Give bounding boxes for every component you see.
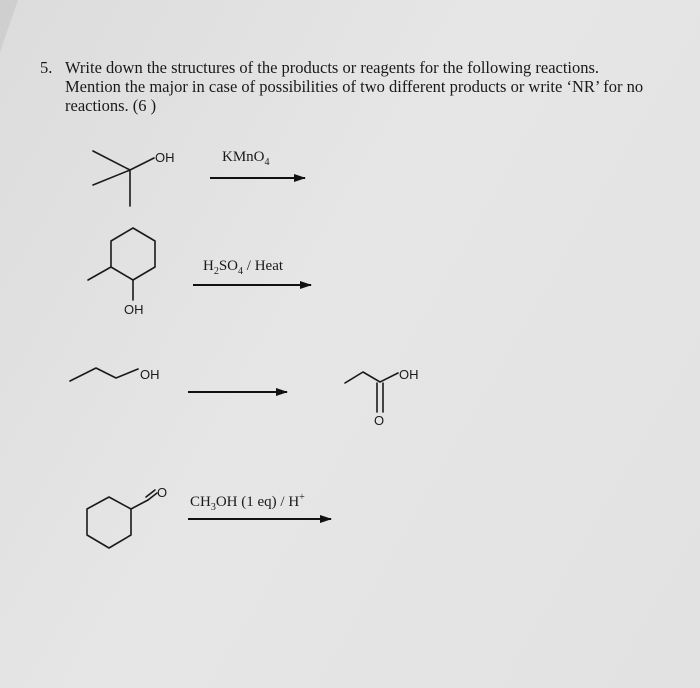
- product-3-acid-structure: [345, 372, 398, 412]
- reactant-4-cyclohexyl-aldehyde-structure: [87, 490, 157, 548]
- reactant-1-tert-butanol-structure: [93, 151, 154, 206]
- reaction-3: [70, 367, 419, 428]
- question-line-3: reactions. (6 ): [65, 96, 157, 115]
- reactant-2-cyclohexanol-structure: [88, 228, 155, 300]
- reaction-4: [87, 485, 331, 548]
- question-number: 5.: [40, 58, 53, 77]
- reactant-2-oh-label: OH: [124, 302, 144, 317]
- reactant-3-butanol-structure: [70, 368, 138, 381]
- reagent-1: KMnO$_4$: [222, 149, 270, 168]
- product-3-oh-label: OH: [399, 367, 419, 382]
- product-3-o-label: O: [374, 413, 385, 428]
- reagent-4: $CH_3OH$ (1 eq) / H+: [190, 492, 305, 513]
- reaction-2: [88, 228, 311, 317]
- reactant-1-oh-label: OH: [155, 150, 175, 165]
- reactant-4-o-label: O: [157, 485, 168, 500]
- reactant-3-oh-label: OH: [140, 367, 160, 382]
- question-line-1: Write down the structures of the products or reagents for the following reactions.: [65, 58, 600, 77]
- reagent-2: $H_2SO_4$ / Heat: [203, 258, 284, 277]
- question-line-2: Mention the major in case of possibilities of two different products or write ‘NR’ for no: [65, 77, 644, 96]
- reaction-1: [93, 149, 305, 206]
